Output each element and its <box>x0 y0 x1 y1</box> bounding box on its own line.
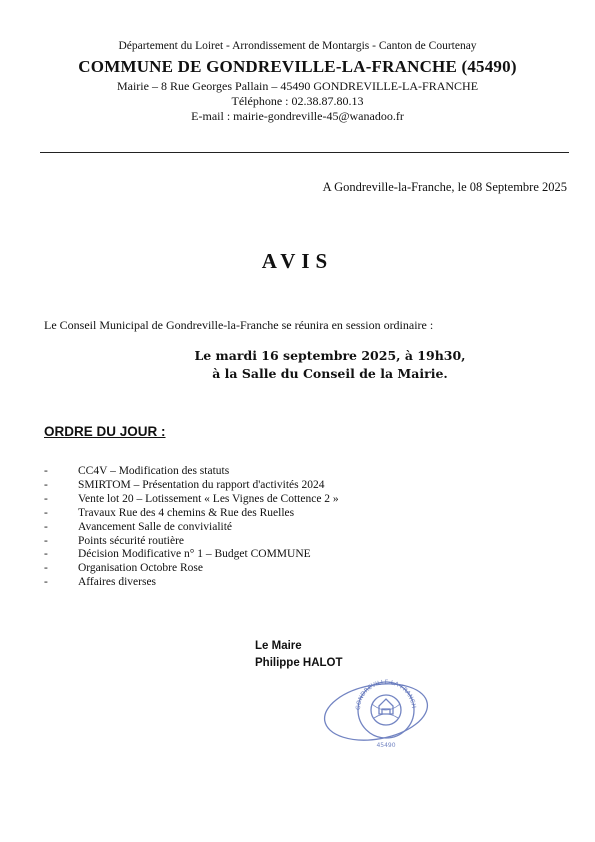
department-line: Département du Loiret - Arrondissement de Montargis - Canton de Courtenay <box>118 40 477 52</box>
signature-role: Le Maire <box>255 640 302 652</box>
agenda-item: - SMIRTOM – Présentation du rapport d'activités 2024 <box>44 479 339 493</box>
agenda-heading: ORDRE DU JOUR : <box>44 424 166 439</box>
header-divider <box>40 152 569 153</box>
commune-name: COMMUNE DE GONDREVILLE-LA-FRANCHE (45490) <box>78 57 517 76</box>
agenda-list <box>44 465 339 590</box>
agenda-item: - Vente lot 20 – Lotissement « Les Vignes de Cottence 2 » <box>44 493 339 507</box>
svg-text:GONDREVILLE-LA-FRANCHE <box>322 672 417 710</box>
email-address: E-mail : mairie-gondreville-45@wanadoo.fr <box>191 109 404 123</box>
agenda-item: - Décision Modificative n° 1 – Budget COMMUNE <box>44 548 339 562</box>
intro-text: Le Conseil Municipal de Gondreville-la-Franche se réunira en session ordinaire : <box>44 318 434 332</box>
town-hall-address: Mairie – 8 Rue Georges Pallain – 45490 GONDREVILLE-LA-FRANCHE <box>116 79 479 93</box>
agenda-item: - Travaux Rue des 4 chemins & Rue des Ruelles <box>44 507 339 521</box>
agenda-item: - Organisation Octobre Rose <box>44 562 339 576</box>
meeting-details <box>160 347 500 383</box>
phone-number: Téléphone : 02.38.87.80.13 <box>231 94 364 108</box>
signature-block <box>255 638 343 672</box>
agenda-item: - Affaires diverses <box>44 576 339 590</box>
agenda-item: - CC4V – Modification des statuts <box>44 465 339 479</box>
date-line: A Gondreville-la-Franche, le 08 Septembre 2025 <box>322 180 567 194</box>
meeting-date-time: Le mardi 16 septembre 2025, à 19h30, <box>194 348 466 363</box>
notice-title: AVIS <box>261 249 334 273</box>
meeting-location: à la Salle du Conseil de la Mairie. <box>212 366 448 381</box>
stamp-postcode: 45490 <box>376 742 396 749</box>
mairie-stamp <box>322 672 430 752</box>
signature-name: Philippe HALOT <box>255 657 343 669</box>
agenda-item: - Avancement Salle de convivialité <box>44 521 339 535</box>
agenda-item: - Points sécurité routière <box>44 535 339 549</box>
stamp-text: GONDREVILLE-LA-FRANCH <box>354 678 417 711</box>
